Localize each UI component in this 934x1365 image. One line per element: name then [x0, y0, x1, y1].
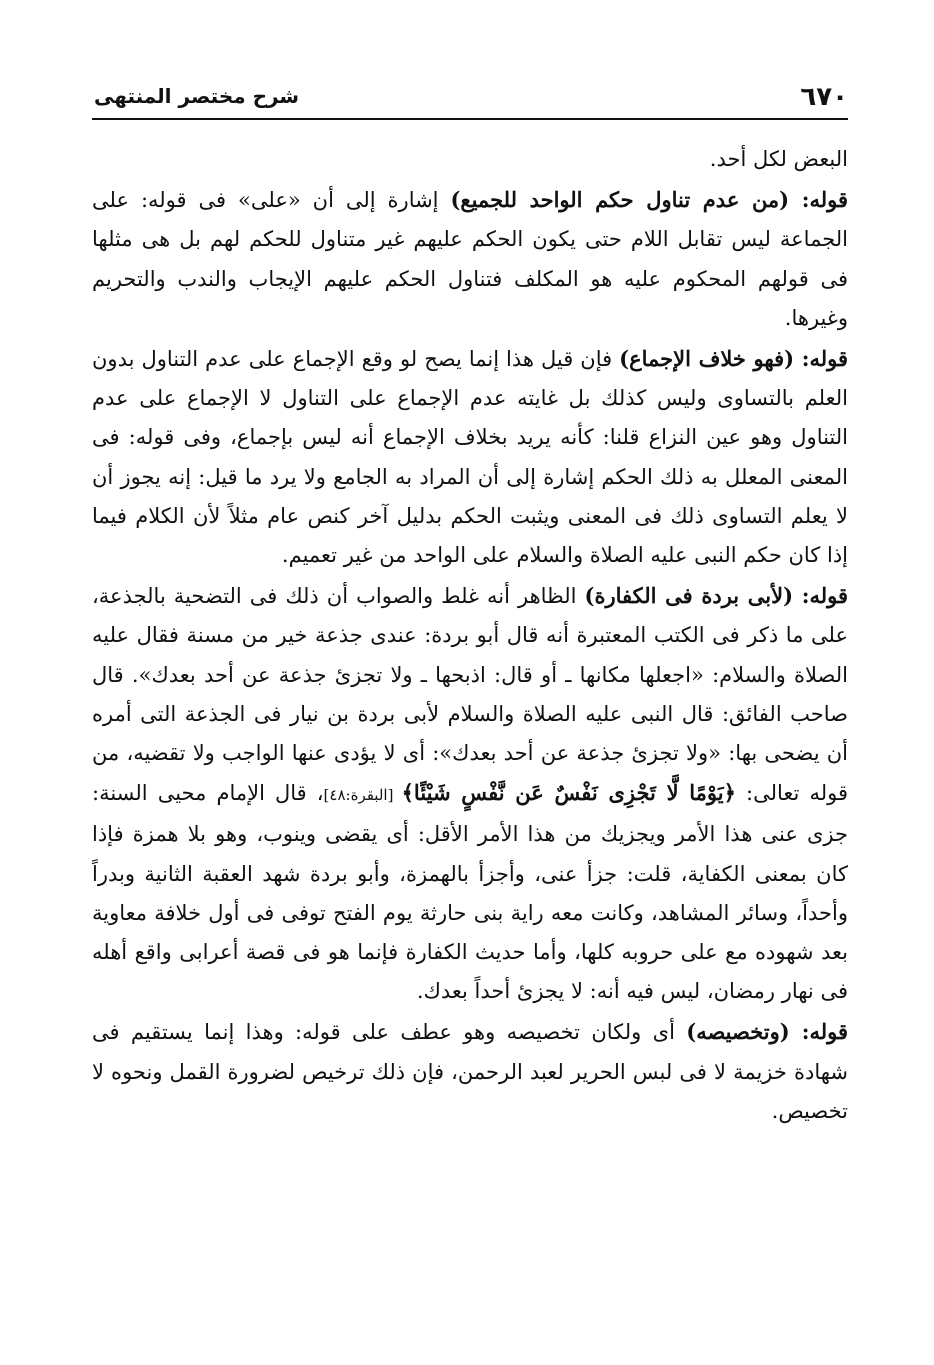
paragraph-p1	[92, 180, 848, 338]
paragraph-p3	[92, 576, 848, 1011]
page-header	[90, 78, 850, 118]
commentary-heading: (لأبى بردة فى الكفارة)	[584, 583, 794, 609]
paragraph-text: أى ولكان تخصيصه وهو عطف على قوله: وهذا إنما يستقيم فى شهادة خزيمة لا فى لبس الحرير لعبد الرحمن، فإن ذلك ترخيص لضرورة القمل ونحوه لا تخصيص.	[92, 1020, 848, 1123]
paragraph-label: قوله:	[789, 187, 849, 213]
page-number: ٦٧٠	[800, 82, 848, 112]
paragraph-text: ، قال الإمام محيى السنة: جزى عنى هذا الأمر ويجزيك من هذا الأمر الأقل: أى يقضى وينوب، وهو بلا همزة فإذا كان بمعنى الكفاية، قلت: جزأ عنى، وأجزأ بالهمزة، وأبو بردة شهد العقبة الثانية وبدراً وأحداً، وسائر المشاهد، وكانت معه راية بنى حارثة يوم الفتح توفى فى أول خلافة معاوية بعد شهوده مع على حروبه كلها، وأما حديث الكفارة فإنما هو فى قصة أعرابى واقع أهله فى نهار رمضان، ليس فيه أنه: لا يجزئ أحداً بعدك.	[92, 781, 848, 1004]
paragraph-label: قوله:	[794, 346, 848, 372]
paragraph-label: قوله:	[789, 1019, 848, 1045]
quran-quote: ﴿يَوْمًا لَّا تَجْزِى نَفْسٌ عَن نَّفْسٍ شَيْئًا﴾	[401, 780, 736, 806]
running-title: شرح مختصر المنتهى	[94, 84, 300, 108]
body-text	[92, 140, 848, 1132]
paragraph-text: إشارة إلى أن «على» فى قوله: على الجماعة ليس تقابل اللام حتى يكون الحكم عليهم غير متناول للحكم لهم بل هى مثلها فى قولهم المحكوم عليه هو المكلف فتناول الحكم عليهم الإيجاب والندب والتحريم وغيرها.	[92, 188, 848, 330]
commentary-heading: (من عدم تناول حكم الواحد للجميع)	[450, 187, 790, 213]
paragraph-text: البعض لكل أحد.	[709, 147, 848, 171]
paragraph-text: الظاهر أنه غلط والصواب أن ذلك فى التضحية بالجذعة، على ما ذكر فى الكتب المعتبرة أنه قال أبو بردة: عندى جذعة خير من مسنة فقال عليه الصلاة والسلام: «اجعلها مكانها ـ أو قال: اذبحها ـ ولا تجزئ جذعة عن أحد بعدك». قال صاحب الفائق: قال النبى عليه الصلاة والسلام لأبى بردة بن نيار فى الجذعة التى أمره أن يضحى بها: «ولا تجزئ جذعة عن أحد بعدك»: أى لا يؤدى عنها الواجب ولا تقضيه، من قوله تعالى:	[92, 584, 848, 806]
commentary-heading: (فهو خلاف الإجماع)	[619, 346, 795, 372]
header-rule	[92, 118, 848, 120]
paragraph-p4	[92, 1012, 848, 1131]
commentary-heading: (وتخصيصه)	[686, 1019, 790, 1045]
paragraph-text: فإن قيل هذا إنما يصح لو وقع الإجماع على عدم التناول بدون العلم بالتساوى وليس كذلك بل غايته عدم الإجماع على التناول لا الإجماع على عدم التناول وهو عين النزاع قلنا: كأنه يريد بخلاف الإجماع أنه ليس بإجماع، وفى قوله: فى المعنى المعلل به ذلك الحكم إشارة إلى أن المراد به الجامع ولا يرد ما قيل: إنه يجوز أن لا يعلم التساوى ذلك فى المعنى ويثبت الحكم بدليل آخر كنص عام مثلاً لأن الكلام فيما إذا كان حكم النبى عليه الصلاة والسلام على الواحد من غير تعميم.	[92, 347, 848, 568]
paragraph-p2	[92, 339, 848, 575]
paragraph-label: قوله:	[793, 583, 849, 609]
quran-reference: [البقرة:٤٨]	[323, 786, 402, 805]
paragraph-p0	[92, 140, 848, 179]
